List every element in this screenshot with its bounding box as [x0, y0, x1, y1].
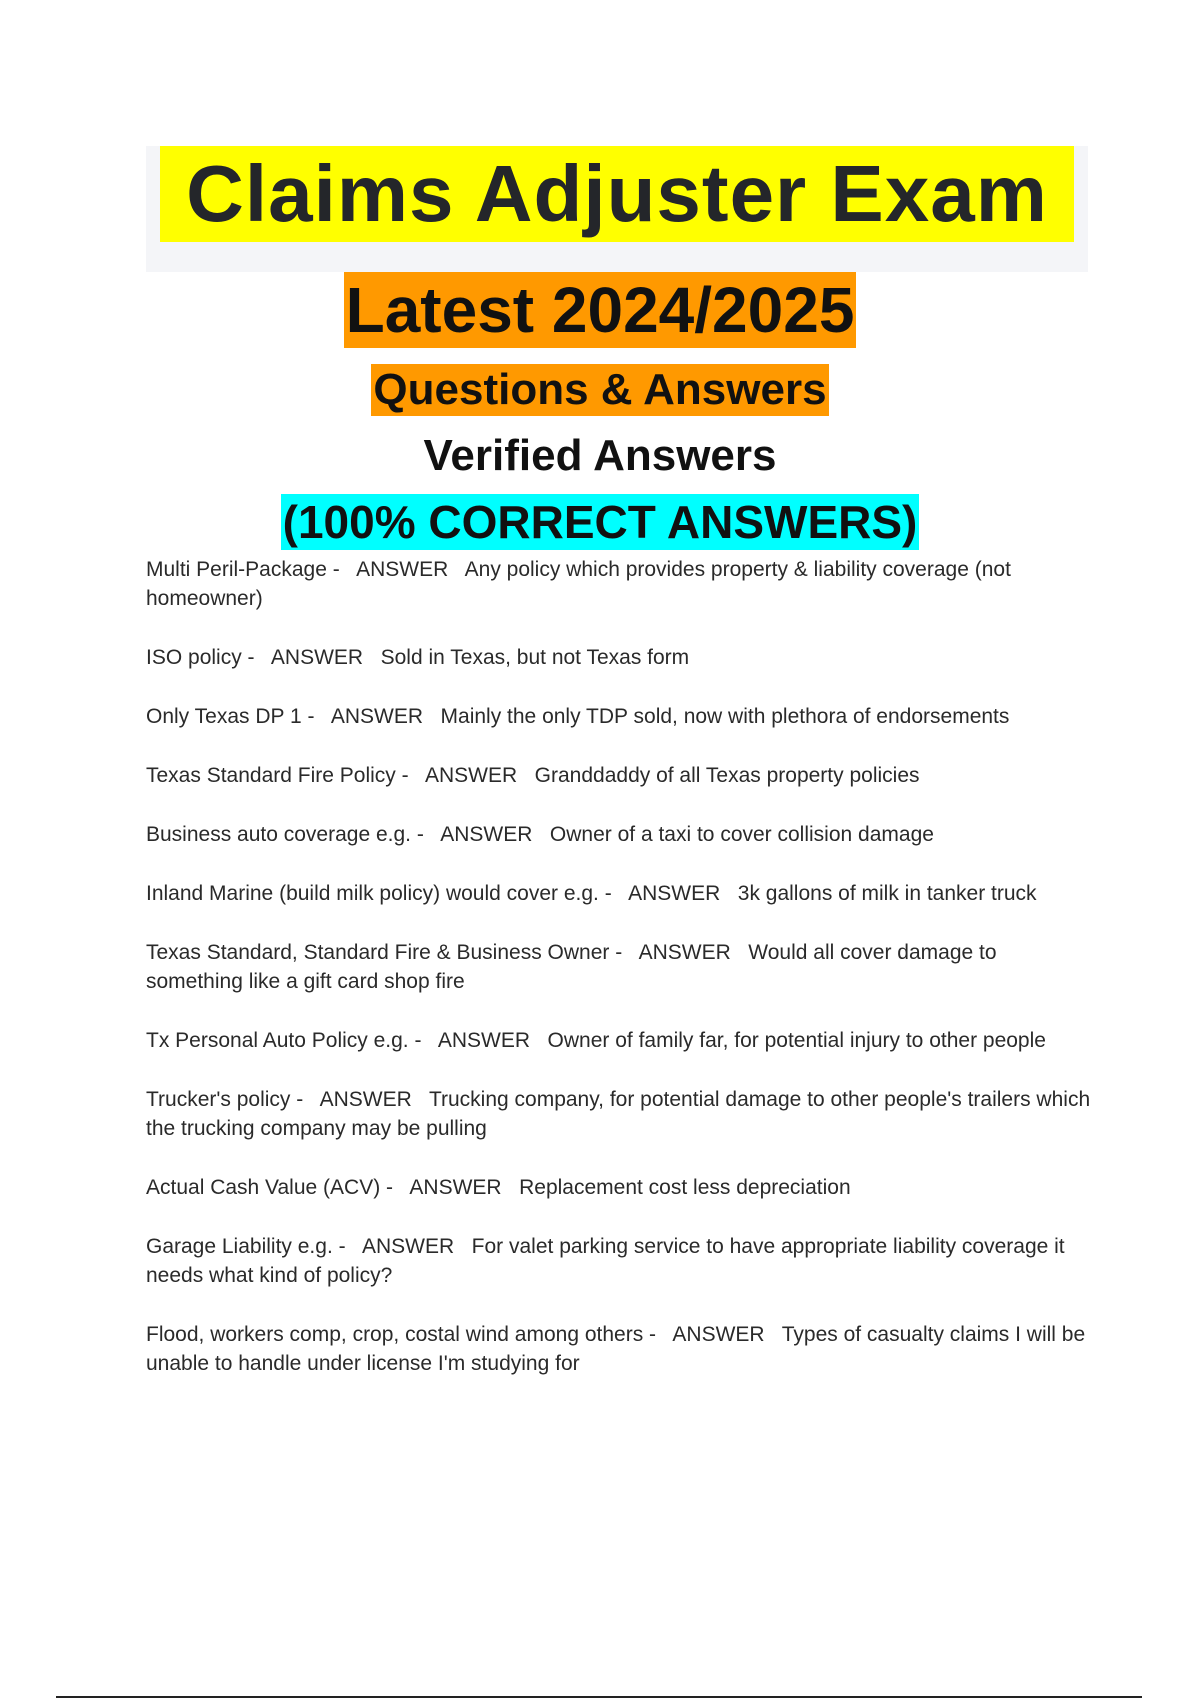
- latest-heading: Latest 2024/2025: [345, 274, 855, 346]
- question-text: Flood, workers comp, crop, costal wind among others -: [146, 1323, 657, 1346]
- answer-label: ANSWER: [628, 882, 721, 905]
- list-item: [146, 1232, 1096, 1290]
- answer-label: ANSWER: [424, 764, 518, 787]
- answer-label: ANSWER: [437, 1029, 531, 1052]
- question-text: Garage Liability e.g. -: [146, 1235, 346, 1258]
- answer-label: ANSWER: [361, 1235, 455, 1258]
- answer-label: ANSWER: [330, 705, 424, 728]
- list-item: [146, 1026, 1096, 1055]
- answer-label: ANSWER: [672, 1323, 765, 1346]
- answer-text: Types of casualty claims I will be unable to handle under license I'm studying for: [146, 1323, 1092, 1375]
- bottom-rule: [56, 1696, 1142, 1698]
- answer-text: Owner of family far, for potential injury to other people: [547, 1029, 1046, 1052]
- correct-row: [0, 494, 1200, 550]
- answer-text: Granddaddy of all Texas property policies: [534, 764, 920, 787]
- answer-text: Mainly the only TDP sold, now with plethora of endorsements: [440, 705, 1010, 728]
- latest-row: [0, 272, 1200, 348]
- list-item: [146, 1173, 1096, 1202]
- question-text: Texas Standard, Standard Fire & Business Owner -: [146, 941, 623, 964]
- list-item: [146, 761, 1096, 790]
- question-text: ISO policy -: [146, 646, 255, 669]
- question-text: Trucker's policy -: [146, 1088, 304, 1111]
- list-item: [146, 938, 1096, 996]
- list-item: [146, 1085, 1096, 1143]
- question-text: Multi Peril-Package -: [146, 558, 340, 581]
- list-item: [146, 643, 1096, 672]
- answer-label: ANSWER: [319, 1088, 412, 1111]
- answer-label: ANSWER: [409, 1176, 502, 1199]
- answer-text: Sold in Texas, but not Texas form: [380, 646, 690, 669]
- list-item: [146, 555, 1096, 613]
- question-text: Tx Personal Auto Policy e.g. -: [146, 1029, 422, 1052]
- verified-heading: Verified Answers: [423, 431, 777, 480]
- list-item: [146, 879, 1096, 908]
- qa-list: [146, 555, 1096, 1408]
- answer-text: Replacement cost less depreciation: [519, 1176, 851, 1199]
- answer-text: Owner of a taxi to cover collision damage: [549, 823, 934, 846]
- list-item: [146, 702, 1096, 731]
- list-item: [146, 820, 1096, 849]
- answer-label: ANSWER: [270, 646, 364, 669]
- verified-row: [0, 428, 1200, 484]
- answer-label: ANSWER: [440, 823, 533, 846]
- answer-text: Any policy which provides property & liability coverage (not homeowner): [146, 558, 1017, 610]
- question-text: Only Texas DP 1 -: [146, 705, 315, 728]
- qa-heading: Questions & Answers: [373, 365, 827, 414]
- answer-text: 3k gallons of milk in tanker truck: [737, 882, 1037, 905]
- answer-text: Would all cover damage to something like a gift card shop fire: [146, 941, 1003, 993]
- question-text: Business auto coverage e.g. -: [146, 823, 424, 846]
- question-text: Actual Cash Value (ACV) -: [146, 1176, 394, 1199]
- question-text: Texas Standard Fire Policy -: [146, 764, 409, 787]
- answer-label: ANSWER: [638, 941, 731, 964]
- answer-text: For valet parking service to have appropriate liability coverage it needs what kind of policy?: [146, 1235, 1071, 1287]
- answer-label: ANSWER: [356, 558, 449, 581]
- qa-row: [0, 364, 1200, 416]
- list-item: [146, 1320, 1096, 1378]
- document-title: Claims Adjuster Exam: [186, 149, 1048, 238]
- question-text: Inland Marine (build milk policy) would cover e.g. -: [146, 882, 612, 905]
- correct-heading: (100% CORRECT ANSWERS): [282, 496, 918, 548]
- title-highlight: [160, 146, 1074, 242]
- answer-text: Trucking company, for potential damage to other people's trailers which the trucking company may be pulling: [146, 1088, 1096, 1140]
